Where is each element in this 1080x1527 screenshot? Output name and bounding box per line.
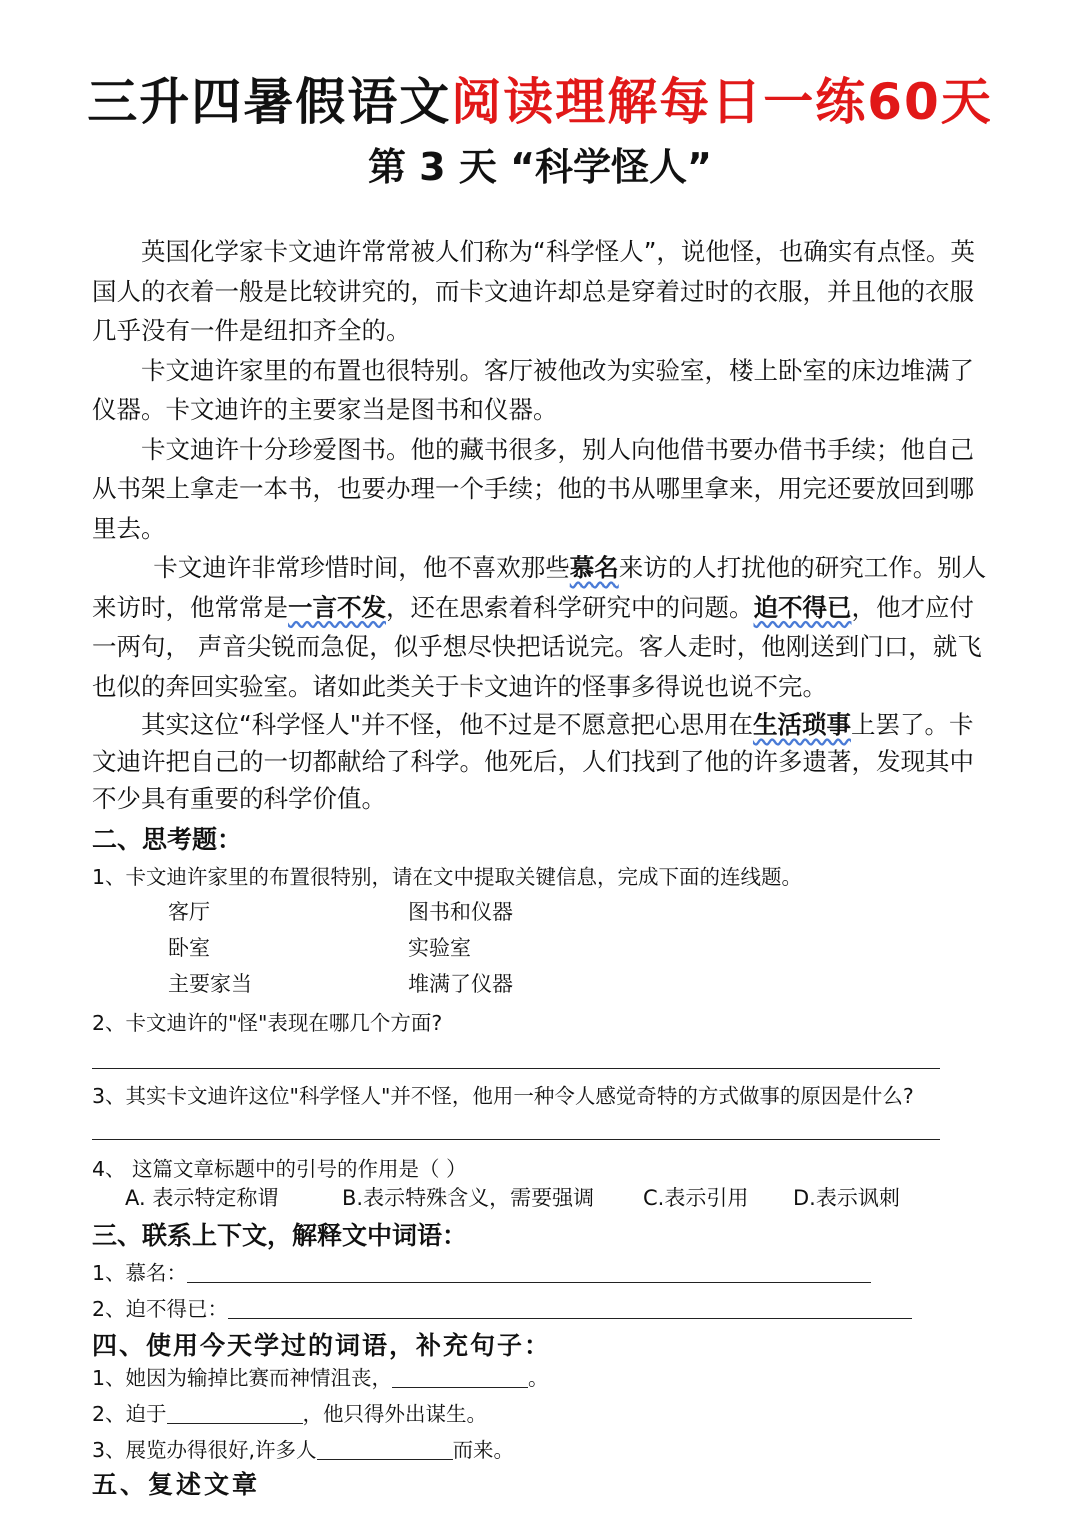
section-3-heading: 三、联系上下文，解释文中词语：	[92, 1221, 468, 1250]
sentence-4-2-end: ，他只得外出谋生。	[302, 1402, 488, 1426]
keyword-muming: 慕名	[569, 553, 619, 582]
paragraph-2: 卡文迪许家里的布置也很特别。客厅被他改为实验室，楼上卧室的床边堆满了仪器。卡文迪许的主要家当是图书和仪器。	[92, 355, 974, 424]
answer-blank-4-2[interactable]	[167, 1401, 303, 1424]
match-left-3: 主要家当	[168, 972, 252, 996]
question-3-2	[92, 1292, 912, 1322]
match-right-3: 堆满了仪器	[408, 972, 513, 996]
answer-line-2-3[interactable]	[92, 1139, 940, 1140]
option-d[interactable]: D.表示讽刺	[793, 1186, 900, 1210]
p4-text-b: 来访的人打扰他的研究工作。别人来访时，他常常是	[92, 553, 987, 622]
p4-text-a: 卡文迪许非常珍惜时间，他不喜欢那些	[153, 553, 570, 582]
sentence-4-2-text: 2、迫于	[92, 1402, 167, 1426]
sentence-4-2	[92, 1397, 487, 1427]
match-right-2: 实验室	[408, 936, 471, 960]
paragraph-4	[92, 548, 992, 706]
option-c[interactable]: C.表示引用	[643, 1186, 749, 1210]
sentence-4-1	[92, 1361, 549, 1391]
question-2-1: 1、卡文迪许家里的布置很特别，请在文中提取关键信息，完成下面的连线题。	[92, 865, 803, 889]
answer-line-2-2[interactable]	[92, 1068, 940, 1069]
sentence-4-3-text: 3、展览办得很好,许多人	[92, 1438, 317, 1462]
question-2-2: 2、卡文迪许的"怪"表现在哪几个方面?	[92, 1011, 443, 1035]
reading-passage	[92, 232, 992, 817]
p4-text-d: ，他才应付一两句， 声音尖锐而急促，似乎想尽快把话说完。客人走时，他刚送到门口，就飞也似的奔回实验室。诸如此类关于卡文迪许的怪事多得说也说不完。	[92, 592, 982, 701]
sentence-4-1-end: 。	[528, 1366, 549, 1390]
keyword-pobudeyi: 迫不得已	[753, 592, 852, 622]
paragraph-3: 卡文迪许十分珍爱图书。他的藏书很多，别人向他借书要办借书手续；他自己从书架上拿走一本书，也要办理一个手续；他的书从哪里拿来，用完还要放回到哪里去。	[92, 434, 974, 543]
keyword-yiyanbufa: 一言不发	[288, 592, 386, 622]
keyword-shenghuosuoshi: 生活琐事	[752, 710, 851, 739]
answer-blank-3-1[interactable]	[187, 1260, 871, 1283]
sentence-4-3	[92, 1433, 514, 1463]
title-red-part: 阅读理解每日一练60天	[451, 73, 993, 131]
title-black-part: 三升四暑假语文	[87, 72, 452, 131]
sentence-4-1-text: 1、她因为输掉比赛而神情沮丧，	[92, 1366, 393, 1390]
worksheet-title	[0, 62, 1080, 134]
match-left-2: 卧室	[168, 936, 210, 960]
day-subtitle: 第 3 天 “科学怪人”	[367, 145, 713, 189]
answer-blank-4-3[interactable]	[317, 1437, 453, 1460]
p5-text-b: 上罢了。卡文迪许把自己的一切都献给了科学。他死后，人们找到了他的许多遗著，发现其中不少具有重要的科学价值。	[92, 710, 974, 813]
p5-text-a: 其实这位“科学怪人"并不怪，他不过是不愿意把心思用在	[141, 710, 753, 739]
question-3-2-label: 2、迫不得已：	[92, 1297, 229, 1321]
paragraph-5	[92, 706, 992, 817]
p4-text-c: ，还在思索着科学研究中的问题。	[386, 592, 754, 622]
section-5-heading: 五、复述文章	[92, 1470, 261, 1499]
question-3-1-label: 1、慕名：	[92, 1261, 188, 1285]
question-3-1	[92, 1256, 871, 1286]
section-2-heading: 二、思考题：	[92, 825, 243, 854]
section-4-heading: 四、使用今天学过的词语，补充句子：	[92, 1331, 552, 1360]
question-2-3: 3、其实卡文迪许这位"科学怪人"并不怪，他用一种令人感觉奇特的方式做事的原因是什么?	[92, 1084, 914, 1108]
match-right-1: 图书和仪器	[408, 900, 513, 924]
option-b[interactable]: B.表示特殊含义，需要强调	[342, 1186, 595, 1210]
answer-blank-3-2[interactable]	[228, 1296, 912, 1319]
option-a[interactable]: A. 表示特定称谓	[125, 1186, 279, 1210]
question-2-4: 4、 这篇文章标题中的引号的作用是（ ）	[92, 1157, 467, 1181]
answer-blank-4-1[interactable]	[392, 1365, 528, 1388]
sentence-4-3-end: 而来。	[452, 1438, 515, 1462]
match-left-1: 客厅	[168, 900, 210, 924]
paragraph-1: 英国化学家卡文迪许常常被人们称为“科学怪人”，说他怪，也确实有点怪。英国人的衣着一般是比较讲究的，而卡文迪许却总是穿着过时的衣服，并且他的衣服几乎没有一件是纽扣齐全的。	[92, 237, 975, 345]
